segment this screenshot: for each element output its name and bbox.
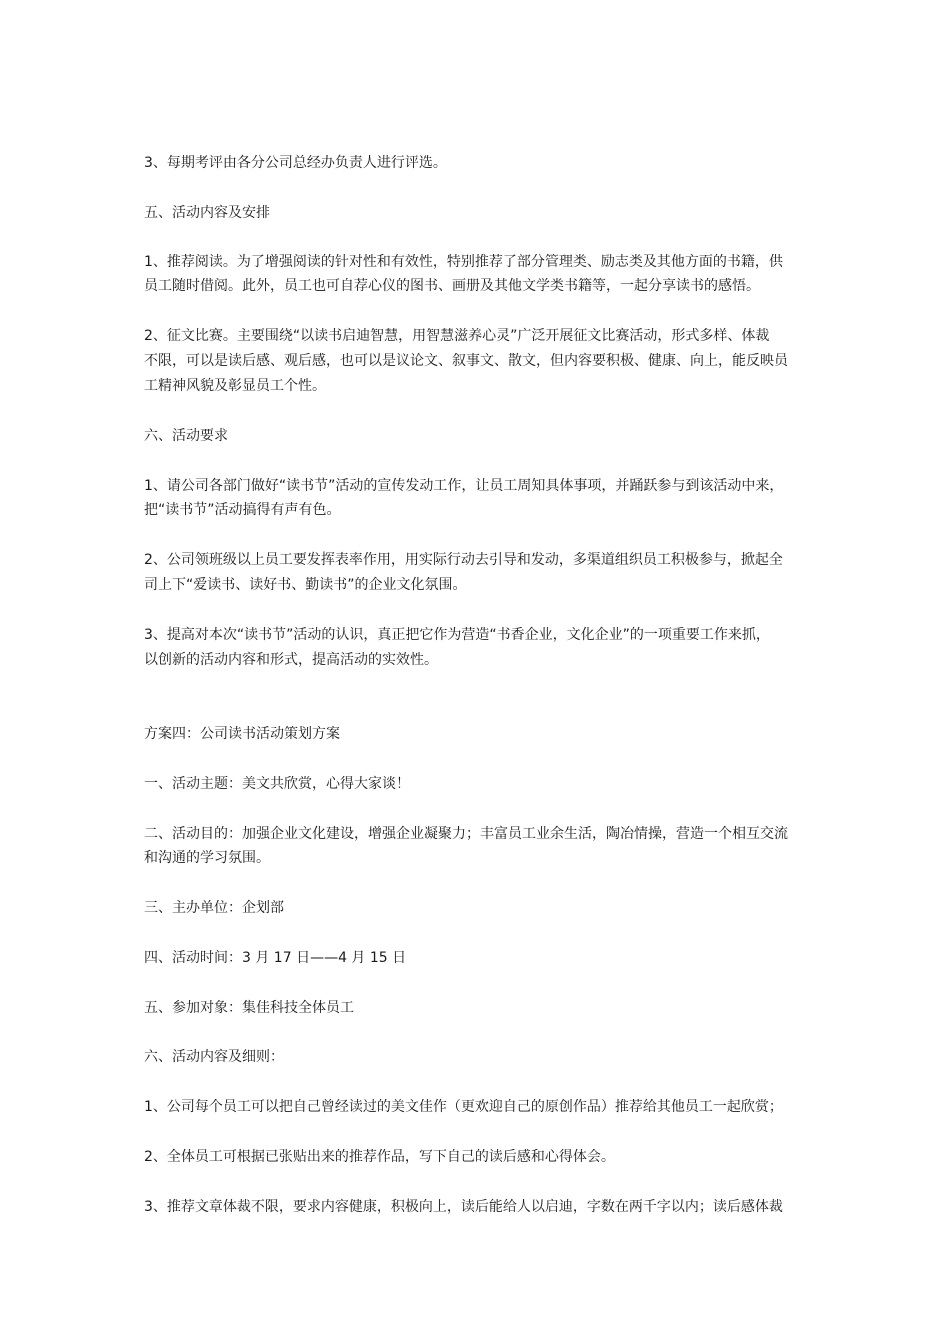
text-line: 3、推荐文章体裁不限，要求内容健康，积极向上，读后能给人以启迪，字数在两千字以内；读后感体裁 xyxy=(144,1199,783,1215)
text-line: 工精神风貌及彰显员工个性。 xyxy=(144,378,326,394)
text-line: 2、全体员工可根据已张贴出来的推荐作品，写下自己的读后感和心得体会。 xyxy=(144,1149,615,1165)
text-line: 一、活动主题：美文共欣赏，心得大家谈！ xyxy=(144,776,410,792)
text-line: 1、公司每个员工可以把自己曾经读过的美文佳作（更欢迎自己的原创作品）推荐给其他员工一起欣赏； xyxy=(144,1099,783,1115)
text-line: 3、提高对本次“读书节”活动的认识，真正把它作为营造“书香企业，文化企业”的一项重要工作来抓， xyxy=(144,627,770,643)
text-line: 把“读书节”活动搞得有声有色。 xyxy=(144,502,341,518)
section-heading: 六、活动内容及细则： xyxy=(144,1049,284,1065)
text-line: 2、征文比赛。主要围绕“以读书启迪智慧，用智慧滋养心灵”广泛开展征文比赛活动，形式多样、体裁 xyxy=(144,328,770,344)
text-line: 三、主办单位：企划部 xyxy=(144,900,284,916)
text-line: 二、活动目的：加强企业文化建设，增强企业凝聚力；丰富员工业余生活，陶冶情操，营造一个相互交流 xyxy=(144,826,788,842)
text-line: 2、公司领班级以上员工要发挥表率作用，用实际行动去引导和发动，多渠道组织员工积极参与，掀起全 xyxy=(144,552,783,568)
text-line: 司上下“爱读书、读好书、勤读书”的企业文化氛围。 xyxy=(144,577,467,593)
section-heading: 五、活动内容及安排 xyxy=(144,205,270,221)
text-line: 五、参加对象：集佳科技全体员工 xyxy=(144,1000,354,1016)
text-line: 员工随时借阅。此外，员工也可自荐心仪的图书、画册及其他文学类书籍等，一起分享读书的感悟。 xyxy=(144,278,760,294)
section-heading: 六、活动要求 xyxy=(144,428,228,444)
text-line: 以创新的活动内容和形式，提高活动的实效性。 xyxy=(144,652,438,668)
plan-title: 方案四：公司读书活动策划方案 xyxy=(144,726,340,742)
text-line: 和沟通的学习氛围。 xyxy=(144,850,270,866)
text-line: 不限，可以是读后感、观后感，也可以是议论文、叙事文、散文，但内容要积极、健康、向上，能反映员 xyxy=(144,353,788,369)
text-line: 3、每期考评由各分公司总经办负责人进行评选。 xyxy=(144,155,447,171)
text-line: 1、请公司各部门做好“读书节”活动的宣传发动工作，让员工周知具体事项，并踊跃参与到该活动中来， xyxy=(144,478,784,494)
text-line: 四、活动时间：3 月 17 日——4 月 15 日 xyxy=(144,950,407,966)
text-line: 1、推荐阅读。为了增强阅读的针对性和有效性，特别推荐了部分管理类、励志类及其他方面的书籍，供 xyxy=(144,254,783,270)
